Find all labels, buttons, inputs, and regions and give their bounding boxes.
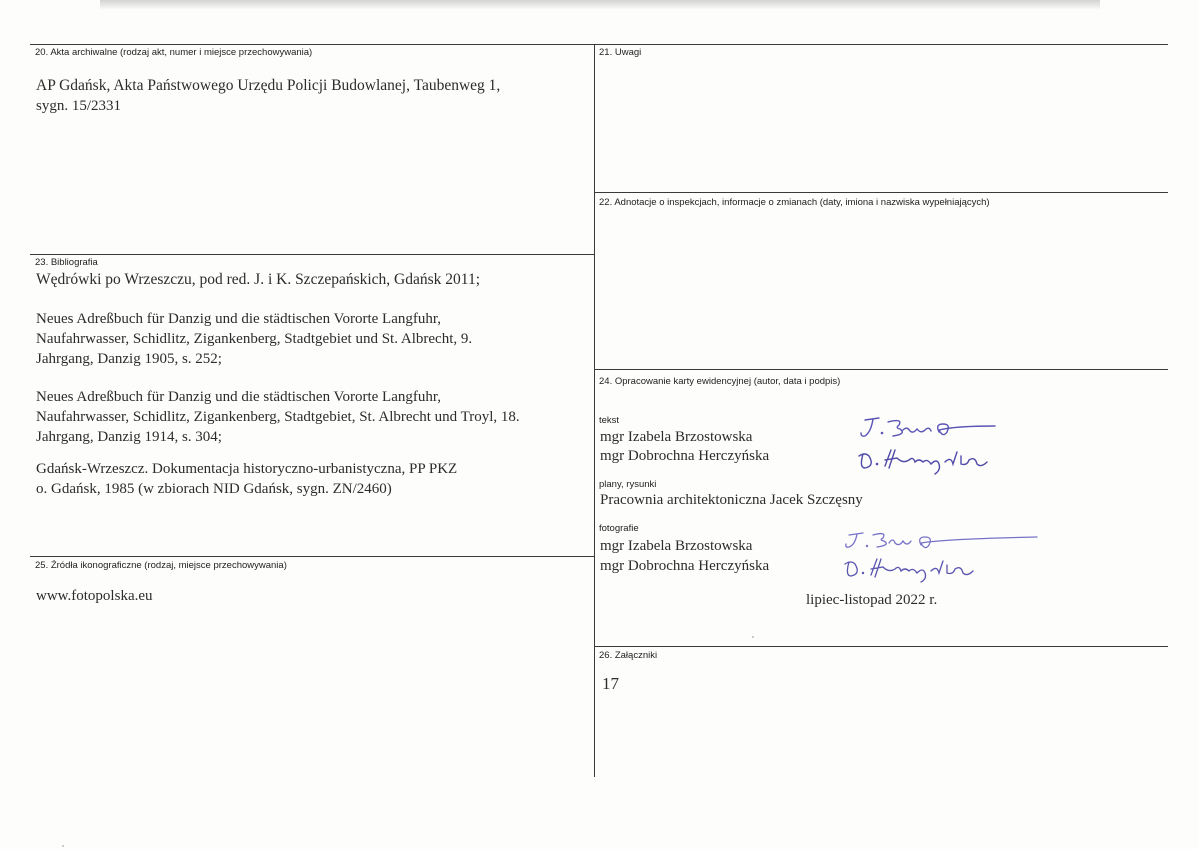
s23-entry-1: Wędrówki po Wrzeszczu, pod red. J. i K. Szczepańskich, Gdańsk 2011; — [36, 271, 481, 288]
s22-label: 22. Adnotacje o inspekcjach, informacje o zmianach (daty, imiona i nazwiska wypełniających) — [599, 197, 990, 208]
s24-plany-name: Pracownia architektoniczna Jacek Szczęsny — [600, 492, 863, 508]
signature-brzostowska-1 — [855, 412, 1005, 444]
s20-line-2: sygn. 15/2331 — [36, 98, 122, 114]
top-rule — [30, 44, 1168, 45]
s26-value: 17 — [602, 674, 619, 693]
signature-herczynska-2 — [843, 554, 993, 584]
s24-foto-label: fotografie — [599, 523, 639, 534]
rule-s25 — [30, 556, 594, 557]
s24-date: lipiec-listopad 2022 r. — [806, 592, 938, 608]
s24-tekst-name-2: mgr Dobrochna Herczyńska — [600, 448, 770, 464]
rule-s23 — [30, 254, 594, 255]
signature-brzostowska-2 — [843, 527, 1043, 555]
scan-speck — [752, 636, 754, 638]
s24-tekst-name-1: mgr Izabela Brzostowska — [600, 429, 753, 445]
s24-label: 24. Opracowanie karty ewidencyjnej (autor, data i podpis) — [599, 376, 841, 387]
s20-label: 20. Akta archiwalne (rodzaj akt, numer i miejsce przechowywania) — [35, 47, 313, 58]
s24-foto-name-2: mgr Dobrochna Herczyńska — [600, 558, 770, 574]
s23-label: 23. Bibliografia — [35, 257, 98, 268]
s23-entry-3-line-2: Naufahrwasser, Schidlitz, Zigankenberg, Stadtgebiet, St. Albrecht und Troyl, 18. — [36, 409, 520, 425]
signature-herczynska-1 — [855, 444, 1005, 476]
rule-s24 — [594, 369, 1168, 370]
s23-entry-4-line-1: Gdańsk-Wrzeszcz. Dokumentacja historyczno-urbanistyczna, PP PKZ — [36, 461, 458, 477]
s23-entry-2-line-1: Neues Adreßbuch für Danzig und die städtischen Vororte Langfuhr, — [36, 311, 441, 327]
center-divider — [594, 44, 595, 777]
s23-entry-4-line-2: o. Gdańsk, 1985 (w zbiorach NID Gdańsk, sygn. ZN/2460) — [36, 481, 392, 497]
s24-plany-label: plany, rysunki — [599, 479, 657, 490]
s23-entry-2-line-3: Jahrgang, Danzig 1905, s. 252; — [36, 351, 222, 367]
s23-entry-2-line-2: Naufahrwasser, Schidlitz, Zigankenberg, Stadtgebiet und St. Albrecht, 9. — [36, 331, 473, 347]
s23-entry-3-line-3: Jahrgang, Danzig 1914, s. 304; — [36, 429, 222, 445]
scan-shadow — [100, 0, 1100, 10]
s24-tekst-label: tekst — [599, 415, 620, 426]
s21-label: 21. Uwagi — [599, 47, 642, 58]
s20-line-1: AP Gdańsk, Akta Państwowego Urzędu Policji Budowlanej, Taubenweg 1, — [36, 77, 501, 94]
s25-label: 25. Źródła ikonograficzne (rodzaj, miejsce przechowywania) — [35, 560, 287, 571]
rule-s26 — [594, 646, 1168, 647]
rule-s22 — [594, 192, 1168, 193]
s23-entry-3-line-1: Neues Adreßbuch für Danzig und die städtischen Vororte Langfuhr, — [36, 389, 441, 405]
s25-value: www.fotopolska.eu — [36, 588, 153, 604]
s26-label: 26. Załączniki — [599, 650, 658, 661]
scan-speck — [62, 845, 64, 847]
s24-foto-name-1: mgr Izabela Brzostowska — [600, 538, 753, 554]
